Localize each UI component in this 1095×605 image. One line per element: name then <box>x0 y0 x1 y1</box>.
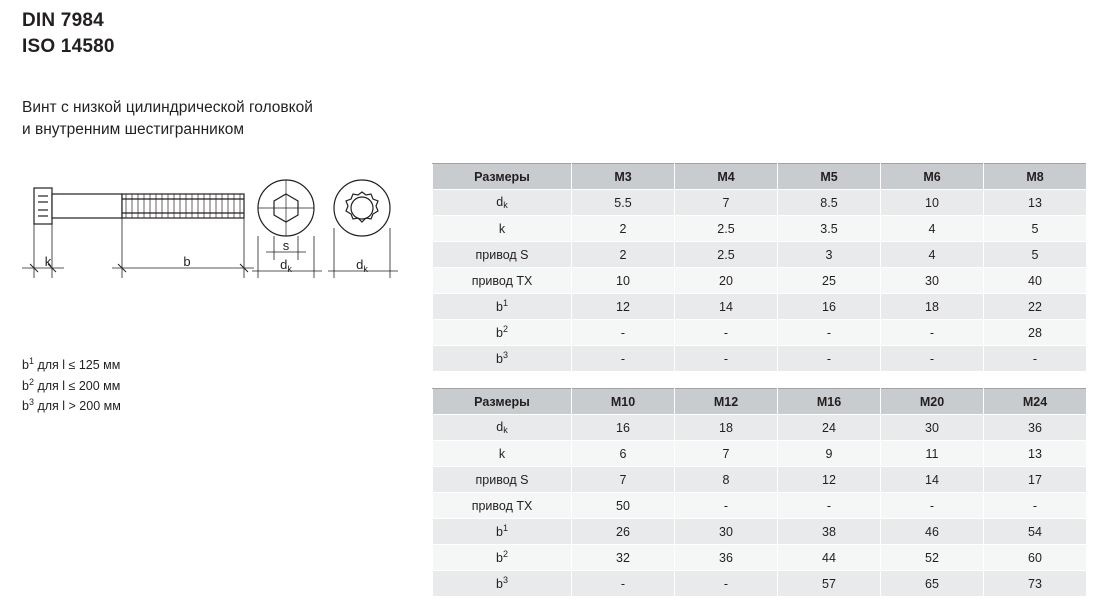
footnote-1-sup: 1 <box>28 356 34 366</box>
row-value: 30 <box>881 415 984 441</box>
table-row <box>433 242 1087 268</box>
row-value: 2.5 <box>675 216 778 242</box>
footnote-3-text: для l > 200 мм <box>33 399 121 414</box>
row-value: 18 <box>881 294 984 320</box>
row-value: 5.5 <box>572 190 675 216</box>
row-value: 28 <box>984 320 1087 346</box>
footnote-3 <box>22 396 121 417</box>
footnote-2-sup: 2 <box>28 376 34 387</box>
row-value: 30 <box>881 268 984 294</box>
table-2-header-cell-5: M24 <box>984 389 1087 415</box>
row-value: 4 <box>881 216 984 242</box>
row-value: - <box>881 346 984 372</box>
standard-iso: ISO 14580 <box>22 35 115 57</box>
dimension-label-dk-front: $d_k$ <box>356 257 368 274</box>
row-value: 7 <box>675 190 778 216</box>
row-label: $b^1$ <box>433 294 572 320</box>
header-block <box>22 8 422 141</box>
product-description <box>22 97 422 141</box>
row-value: 46 <box>881 519 984 545</box>
footnote-2 <box>22 376 121 397</box>
row-label: привод TX <box>433 493 572 519</box>
table-2-header-cell-3: M16 <box>778 389 881 415</box>
row-value: - <box>675 493 778 519</box>
row-label: привод TX <box>433 268 572 294</box>
row-value: 12 <box>778 467 881 493</box>
footnote-3-sup: 3 <box>28 397 34 408</box>
description-line-2: и внутренним шестигранником <box>22 121 245 139</box>
footnote-1-symbol: b <box>22 358 29 373</box>
table-row <box>433 216 1087 242</box>
row-value: 9 <box>778 441 881 467</box>
row-value: 30 <box>675 519 778 545</box>
row-label: $d_k$ <box>433 190 572 216</box>
row-value: 52 <box>881 545 984 571</box>
row-value: 60 <box>984 545 1087 571</box>
row-value: 32 <box>572 545 675 571</box>
table-row <box>433 545 1087 571</box>
row-value: 13 <box>984 441 1087 467</box>
standard-din: DIN 7984 <box>22 10 104 31</box>
description-line-1: Винт с низкой цилиндрической головкой <box>22 99 313 117</box>
table-1-header-cell-2: M4 <box>675 164 778 190</box>
row-value: 3.5 <box>778 216 881 242</box>
row-value: 2 <box>572 242 675 268</box>
table-2-body <box>433 415 1087 597</box>
row-value: 5 <box>984 216 1087 242</box>
table-1-header-cell-5: M8 <box>984 164 1087 190</box>
dimension-label-s: s <box>282 238 290 253</box>
table-2-header-cell-1: M10 <box>572 389 675 415</box>
row-label: $b^3$ <box>433 346 572 372</box>
dimension-label-k: k <box>44 254 52 269</box>
footnote-2-symbol: b <box>22 378 29 393</box>
row-value: 4 <box>881 242 984 268</box>
row-value: - <box>881 320 984 346</box>
row-value: 11 <box>881 441 984 467</box>
table-row <box>433 467 1087 493</box>
row-value: 22 <box>984 294 1087 320</box>
row-value: 10 <box>572 268 675 294</box>
footnote-1 <box>22 355 121 376</box>
row-value: - <box>675 346 778 372</box>
table-1-header-row <box>433 164 1087 190</box>
table-row <box>433 519 1087 545</box>
row-value: 36 <box>984 415 1087 441</box>
row-value: 24 <box>778 415 881 441</box>
row-value: - <box>572 320 675 346</box>
technical-drawing <box>14 168 414 308</box>
row-value: 10 <box>881 190 984 216</box>
row-value: - <box>778 346 881 372</box>
table-2-header-cell-2: M12 <box>675 389 778 415</box>
row-value: 7 <box>675 441 778 467</box>
row-value: 14 <box>881 467 984 493</box>
row-label: $b^2$ <box>433 545 572 571</box>
table-row <box>433 320 1087 346</box>
row-value: 16 <box>572 415 675 441</box>
table-row <box>433 190 1087 216</box>
table-row <box>433 493 1087 519</box>
row-label: $b^3$ <box>433 571 572 597</box>
row-label: k <box>433 216 572 242</box>
row-value: 54 <box>984 519 1087 545</box>
row-value: 12 <box>572 294 675 320</box>
row-value: - <box>881 493 984 519</box>
table-1-header-cell-0: Размеры <box>433 164 572 190</box>
table-row <box>433 441 1087 467</box>
row-value: - <box>984 493 1087 519</box>
row-value: - <box>675 320 778 346</box>
row-label: привод S <box>433 242 572 268</box>
table-row <box>433 415 1087 441</box>
spec-table-2 <box>432 388 1087 597</box>
row-label: $b^1$ <box>433 519 572 545</box>
row-value: 6 <box>572 441 675 467</box>
footnote-2-text: для l ≤ 200 мм <box>33 378 121 393</box>
row-value: - <box>778 320 881 346</box>
row-value: 36 <box>675 545 778 571</box>
row-value: 8.5 <box>778 190 881 216</box>
table-2-header-cell-4: M20 <box>881 389 984 415</box>
row-value: - <box>778 493 881 519</box>
footnote-1-text: для l ≤ 125 мм <box>33 358 121 373</box>
row-value: 40 <box>984 268 1087 294</box>
row-value: 2 <box>572 216 675 242</box>
row-value: - <box>572 346 675 372</box>
row-value: - <box>675 571 778 597</box>
table-1-body <box>433 190 1087 372</box>
row-value: 57 <box>778 571 881 597</box>
standard-titles <box>22 8 422 59</box>
row-value: 8 <box>675 467 778 493</box>
table-row <box>433 294 1087 320</box>
spec-table-1 <box>432 163 1087 372</box>
dimension-label-dk-side: $d_k$ <box>280 257 292 274</box>
row-value: 44 <box>778 545 881 571</box>
row-value: - <box>572 571 675 597</box>
row-value: 20 <box>675 268 778 294</box>
row-value: 3 <box>778 242 881 268</box>
table-2-header-cell-0: Размеры <box>433 389 572 415</box>
row-value: 73 <box>984 571 1087 597</box>
row-value: 17 <box>984 467 1087 493</box>
dimension-label-b: b <box>183 254 191 269</box>
row-value: 14 <box>675 294 778 320</box>
row-label: $b^2$ <box>433 320 572 346</box>
row-value: 7 <box>572 467 675 493</box>
row-value: 13 <box>984 190 1087 216</box>
table-2-header-row <box>433 389 1087 415</box>
table-row <box>433 571 1087 597</box>
row-value: 16 <box>778 294 881 320</box>
footnotes <box>22 355 121 417</box>
row-value: - <box>984 346 1087 372</box>
table-row <box>433 268 1087 294</box>
row-value: 38 <box>778 519 881 545</box>
dimensions-table-large <box>432 388 1080 597</box>
table-1-header-cell-4: M6 <box>881 164 984 190</box>
screw-drawing-svg <box>14 168 414 308</box>
table-1-header-cell-3: M5 <box>778 164 881 190</box>
row-label: привод S <box>433 467 572 493</box>
row-label: $d_k$ <box>433 415 572 441</box>
table-row <box>433 346 1087 372</box>
table-1-header-cell-1: M3 <box>572 164 675 190</box>
row-label: k <box>433 441 572 467</box>
row-value: 65 <box>881 571 984 597</box>
row-value: 2.5 <box>675 242 778 268</box>
row-value: 5 <box>984 242 1087 268</box>
dimensions-table-small <box>432 163 1080 372</box>
row-value: 25 <box>778 268 881 294</box>
row-value: 50 <box>572 493 675 519</box>
row-value: 18 <box>675 415 778 441</box>
footnote-3-symbol: b <box>22 399 29 414</box>
row-value: 26 <box>572 519 675 545</box>
